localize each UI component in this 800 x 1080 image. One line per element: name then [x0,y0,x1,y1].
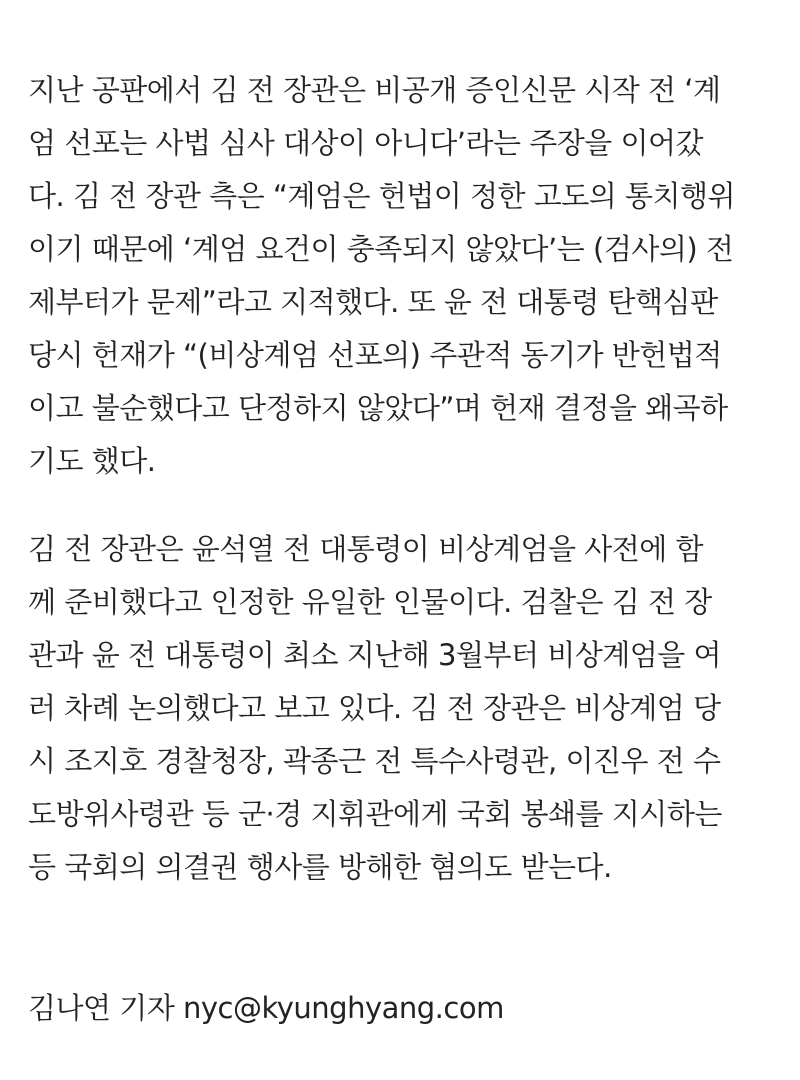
paragraph-line: 등 국회의 의결권 행사를 방해한 혐의도 받는다. [28,850,612,884]
article-paragraph-1 [28,64,735,488]
article-paragraph-2 [28,523,722,894]
paragraph-line: 도방위사령관 등 군·경 지휘관에게 국회 봉쇄를 지시하는 [28,797,722,831]
paragraph-line: 김 전 장관은 윤석열 전 대통령이 비상계엄을 사전에 함 [28,532,704,566]
paragraph-line: 시 조지호 경찰청장, 곽종근 전 특수사령관, 이진우 전 수 [28,744,721,778]
paragraph-line: 당시 헌재가 “(비상계엄 선포의) 주관적 동기가 반헌법적 [28,338,722,372]
paragraph-line: 러 차례 논의했다고 보고 있다. 김 전 장관은 비상계엄 당 [28,691,721,725]
paragraph-line: 기도 했다. [28,444,156,478]
paragraph-line: 께 준비했다고 인정한 유일한 인물이다. 검찰은 김 전 장 [28,585,712,619]
paragraph-line: 지난 공판에서 김 전 장관은 비공개 증인신문 시작 전 ‘계 [28,73,721,107]
paragraph-line: 이기 때문에 ‘계엄 요건이 충족되지 않았다’는 (검사의) 전 [28,232,734,266]
paragraph-line: 다. 김 전 장관 측은 “계엄은 헌법이 정한 고도의 통치행위 [28,179,736,213]
paragraph-line: 이고 불순했다고 단정하지 않았다”며 헌재 결정을 왜곡하 [28,391,728,425]
paragraph-line: 엄 선포는 사법 심사 대상이 아니다’라는 주장을 이어갔 [28,126,704,160]
article-byline: 김나연 기자 nyc@kyunghyang.com [28,991,504,1025]
paragraph-line: 제부터가 문제”라고 지적했다. 또 윤 전 대통령 탄핵심판 [28,285,718,319]
paragraph-line: 관과 윤 전 대통령이 최소 지난해 3월부터 비상계엄을 여 [28,638,722,672]
